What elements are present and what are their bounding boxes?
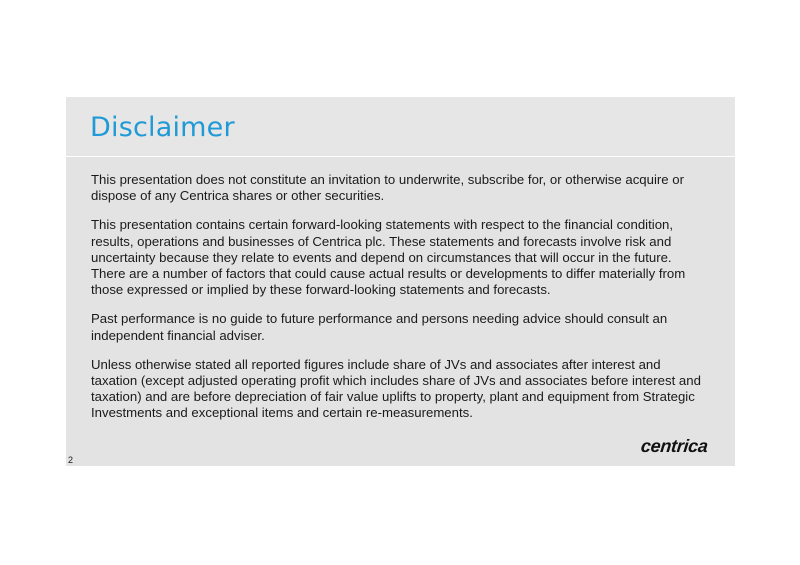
title-band [66,97,735,157]
page-number: 2 [68,455,74,465]
disclaimer-paragraph-4: Unless otherwise stated all reported figures include share of JVs and associates after interest and taxation (except adjusted operating profit which includes share of JVs and associates before interest and taxation) and are before depreciation of fair value uplifts to property, plant and equipment from Strategic Investments and exceptional items and certain re-measurements. [91,356,701,421]
disclaimer-paragraph-2: This presentation contains certain forward-looking statements with respect to the financial condition, results, operations and businesses of Centrica plc. These statements and forecasts involve risk and uncertainty because they relate to events and depend on circumstances that will occur in the future. There are a number of factors that could cause actual results or developments to differ materially from those expressed or implied by these forward-looking statements and forecasts. [91,217,686,298]
disclaimer-paragraph-1: This presentation does not constitute an invitation to underwrite, subscribe for, or otherwise acquire or dispose of any Centrica shares or other securities. [91,172,685,204]
disclaimer-body [91,172,706,435]
slide-panel [66,97,735,466]
centrica-logo: centrica [640,436,709,456]
disclaimer-paragraph-3: Past performance is no guide to future performance and persons needing advice should consult an independent financial adviser. [91,311,668,343]
slide-title: Disclaimer [90,112,235,143]
